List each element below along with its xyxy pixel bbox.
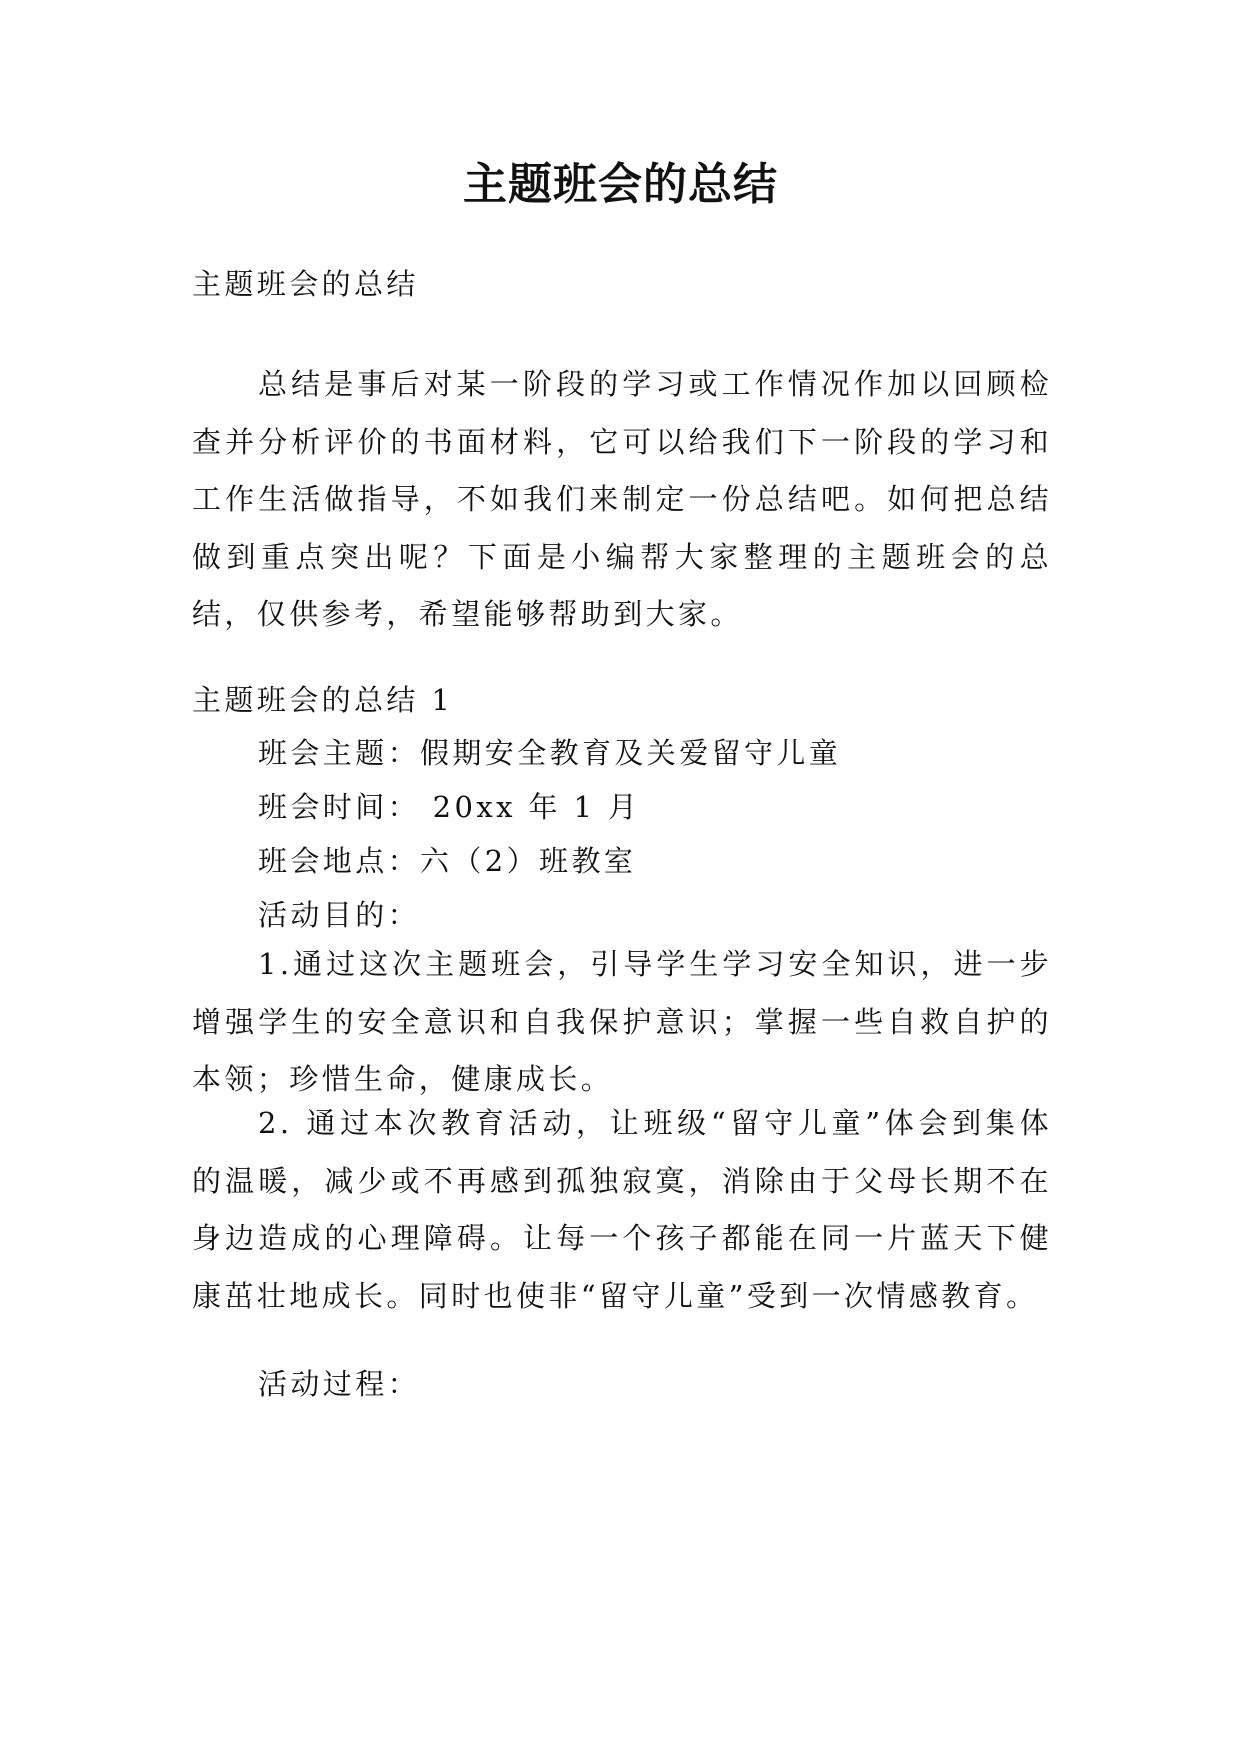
goal-item-2: 2. 通过本次教育活动，让班级“留守儿童”体会到集体的温暖，减少或不再感到孤独寂寞，消除由于父母长期不在身边造成的心理障碍。让每一个孩子都能在同一片蓝天下健康茁壮地成长。同时也使非“留守儿童”受到一次情感教育。: [192, 1106, 1052, 1313]
process-heading: 活动过程：: [258, 1367, 421, 1401]
meeting-time: 班会时间： 20xx 年 1 月: [258, 790, 641, 824]
document-title: 主题班会的总结: [463, 159, 778, 210]
section-heading: 主题班会的总结 1: [192, 683, 454, 717]
meeting-place: 班会地点：六（2）班教室: [258, 844, 637, 878]
meeting-theme: 班会主题：假期安全教育及关爱留守儿童: [258, 736, 842, 770]
intro-paragraph: 总结是事后对某一阶段的学习或工作情况作加以回顾检查并分析评价的书面材料，它可以给我们下一阶段的学习和工作生活做指导，不如我们来制定一份总结吧。如何把总结做到重点突出呢？下面是小编帮大家整理的主题班会的总结，仅供参考，希望能够帮助到大家。: [192, 367, 1052, 631]
goal-item-1: 1.通过这次主题班会，引导学生学习安全知识，进一步增强学生的安全意识和自我保护意识；掌握一些自救自护的本领；珍惜生命，健康成长。: [192, 947, 1052, 1096]
document-subtitle: 主题班会的总结: [192, 267, 419, 301]
goal-heading: 活动目的：: [258, 898, 421, 932]
